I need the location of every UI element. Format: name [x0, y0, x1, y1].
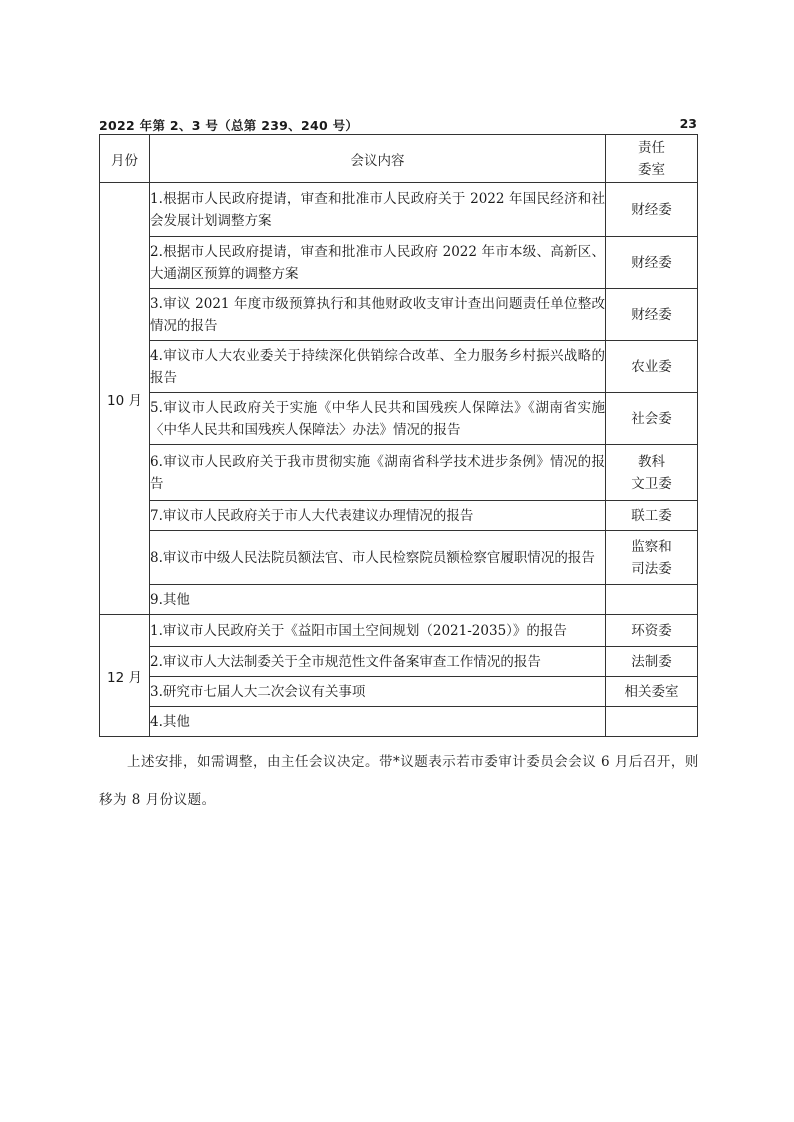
table-row [100, 501, 698, 531]
committee-cell [606, 531, 698, 585]
col-header-committee [606, 135, 698, 183]
committee-cell [606, 183, 698, 237]
agenda-item: 2.根据市人民政府提请，审查和批准市人民政府 2022 年市本级、高新区、大通湖区预算的调整方案 [150, 237, 606, 289]
col-header-committee-line1: 责任 [638, 139, 665, 156]
agenda-item: 1.根据市人民政府提请，审查和批准市人民政府关于 2022 年国民经济和社会发展计划调整方案 [150, 183, 606, 237]
agenda-item: 8.审议市中级人民法院员额法官、市人民检察院员额检察官履职情况的报告 [150, 531, 606, 585]
committee-line: 财经委 [631, 201, 672, 218]
committee-line: 司法委 [631, 560, 672, 577]
footnote-line-2: 移为 8 月份议题。 [99, 792, 216, 808]
committee-line: 农业委 [631, 358, 672, 375]
agenda-item: 2.审议市人大法制委关于全市规范性文件备案审查工作情况的报告 [150, 647, 606, 677]
table-row [100, 183, 698, 237]
footnote-line-1: 上述安排，如需调整，由主任会议决定。带*议题表示若市委审计委员会会议 6 月后召开，则 [127, 754, 699, 770]
committee-cell [606, 341, 698, 393]
meeting-agenda-table [99, 134, 698, 737]
table-row [100, 585, 698, 615]
agenda-item: 4.其他 [150, 707, 606, 737]
committee-line: 环资委 [631, 622, 672, 639]
committee-line: 社会委 [631, 410, 672, 427]
committee-line: 相关委室 [624, 683, 679, 700]
col-header-content: 会议内容 [150, 135, 606, 183]
committee-cell [606, 501, 698, 531]
committee-line: 文卫委 [631, 475, 672, 492]
committee-line: 财经委 [631, 306, 672, 323]
committee-cell [606, 647, 698, 677]
committee-cell [606, 445, 698, 501]
committee-line: 监察和 [631, 538, 672, 555]
table-row [100, 531, 698, 585]
table-row [100, 341, 698, 393]
agenda-item: 6.审议市人民政府关于我市贯彻实施《湖南省科学技术进步条例》情况的报告 [150, 445, 606, 501]
page-header [99, 116, 697, 135]
month-cell-december: 12 月 [100, 615, 150, 737]
committee-cell [606, 237, 698, 289]
table-row [100, 707, 698, 737]
table-header-row [100, 135, 698, 183]
committee-cell [606, 615, 698, 647]
agenda-item: 7.审议市人民政府关于市人大代表建议办理情况的报告 [150, 501, 606, 531]
committee-cell [606, 393, 698, 445]
agenda-item: 3.研究市七届人大二次会议有关事项 [150, 677, 606, 707]
agenda-item: 4.审议市人大农业委关于持续深化供销综合改革、全力服务乡村振兴战略的报告 [150, 341, 606, 393]
agenda-item: 9.其他 [150, 585, 606, 615]
agenda-item: 5.审议市人民政府关于实施《中华人民共和国残疾人保障法》《湖南省实施〈中华人民共和国残疾人保障法〉办法》情况的报告 [150, 393, 606, 445]
committee-line: 教科 [638, 453, 665, 470]
month-cell-october: 10 月 [100, 183, 150, 615]
committee-cell [606, 677, 698, 707]
committee-line: 财经委 [631, 254, 672, 271]
table-row [100, 289, 698, 341]
committee-cell [606, 289, 698, 341]
col-header-committee-line2: 委室 [638, 161, 665, 178]
committee-line: 联工委 [631, 507, 672, 524]
committee-line: 法制委 [631, 653, 672, 670]
col-header-month: 月份 [100, 135, 150, 183]
page-number: 23 [679, 116, 697, 131]
table-row [100, 445, 698, 501]
table-row [100, 393, 698, 445]
committee-cell [606, 707, 698, 737]
committee-cell [606, 585, 698, 615]
table-row [100, 647, 698, 677]
agenda-item: 3.审议 2021 年度市级预算执行和其他财政收支审计查出问题责任单位整改情况的报告 [150, 289, 606, 341]
issue-number: 2022 年第 2、3 号（总第 239、240 号） [99, 118, 359, 133]
table-row [100, 615, 698, 647]
agenda-item: 1.审议市人民政府关于《益阳市国土空间规划（2021-2035）》的报告 [150, 615, 606, 647]
table-row [100, 237, 698, 289]
table-row [100, 677, 698, 707]
